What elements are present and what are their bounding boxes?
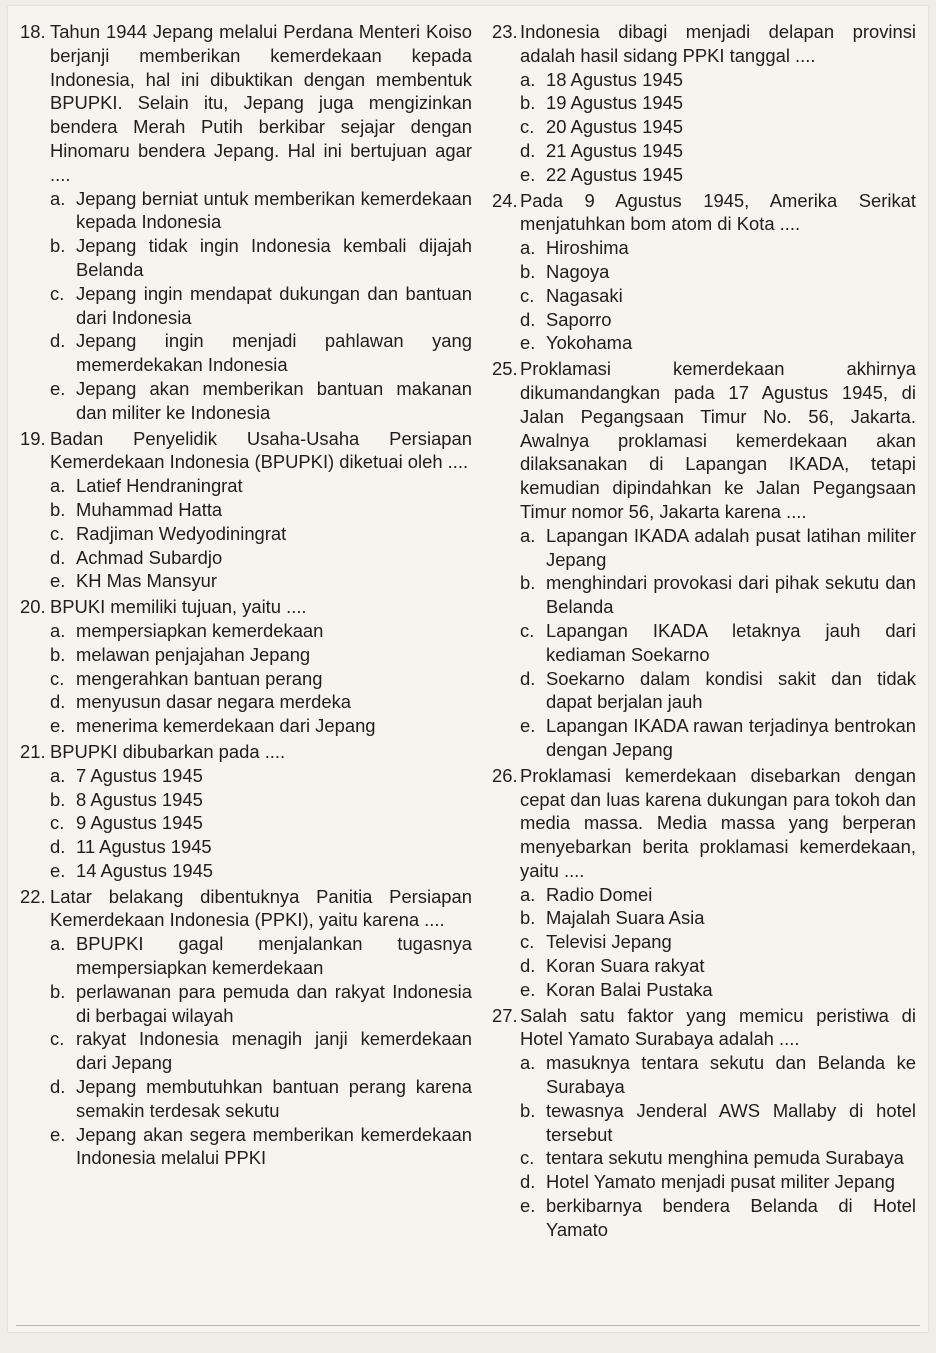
answer-option [520,308,916,332]
option-text: Jepang akan memberikan bantuan makanan dan militer ke Indonesia [76,377,472,423]
option-text: Jepang tidak ingin Indonesia kembali dijajah Belanda [76,235,472,280]
option-letter: d. [50,546,66,568]
option-letter: c. [520,1147,535,1169]
option-letter: b. [50,980,66,1002]
answer-option [520,930,916,954]
option-letter: d. [520,667,536,689]
question-21 [20,740,472,883]
option-text: berkibarnya bendera Belanda di Hotel Yamato [546,1195,916,1240]
option-letter: a. [50,933,66,955]
option-letter: c. [50,522,65,544]
answer-option [520,714,916,762]
answer-option [50,835,472,859]
option-letter: d. [520,1171,536,1193]
option-letter: e. [520,1195,536,1217]
option-text: masuknya tentara sekutu dan Belanda ke Surabaya [546,1052,916,1098]
option-text: Majalah Suara Asia [546,907,705,929]
answer-option [50,329,472,377]
option-text: Jepang membutuhkan bantuan perang karena semakin terdesak sekutu [76,1076,472,1121]
option-letter: d. [50,1076,66,1098]
option-text: 9 Agustus 1945 [76,812,203,834]
option-letter: e. [520,332,536,354]
option-text: mengerahkan bantuan perang [76,667,323,689]
answer-option [50,1075,472,1123]
question-23 [492,20,916,187]
answer-option [50,690,472,714]
option-text: 22 Agustus 1945 [546,163,684,185]
question-20 [20,595,472,738]
question-text: Badan Penyelidik Usaha-Usaha Persiapan Kemerdekaan Indonesia (BPUPKI) diketuai oleh .... [50,427,472,473]
question-text: Proklamasi kemerdekaan akhirnya dikumandangkan pada 17 Agustus 1945, di Jalan Pegangsaan Timur No. 56, Jakarta. Awalnya proklamasi kemerdekaan akan dilaksanakan di Lapangan IKADA, tetapi kemudian dipindahkan ke Jalan Pegangsaan Timur nomor 56, Jakarta karena .... [520,358,916,522]
answer-option [520,954,916,978]
question-number: 18. [20,21,46,42]
question-text: Tahun 1944 Jepang melalui Perdana Menteri Koiso berjanji memberikan kemerdekaan kepada Indonesia, hal ini dibuktikan dengan membentuk BPUPKI. Selain itu, Jepang juga mengizinkan bendera Merah Putih berkibar sejajar dengan Hinomaru bendera Jepang. Hal ini bertujuan agar .... [50,21,472,185]
answer-option [50,619,472,643]
answer-option [520,1146,916,1170]
answer-option [50,643,472,667]
answer-option [50,282,472,330]
option-letter: a. [50,187,66,209]
option-text: tewasnya Jenderal AWS Mallaby di hotel tersebut [546,1099,916,1145]
option-letter: a. [50,475,66,497]
answer-option [520,1194,916,1242]
option-letter: e. [520,163,536,185]
option-text: 7 Agustus 1945 [76,764,203,786]
option-text: Televisi Jepang [546,931,672,953]
answer-option [50,474,472,498]
answer-option [50,811,472,835]
question-stem-row [20,427,472,475]
option-letter: c. [520,116,535,138]
option-letter: d. [520,308,536,330]
question-24 [492,189,916,356]
option-text: Jepang ingin menjadi pahlawan yang memerdekakan Indonesia [76,330,472,376]
option-text: mempersiapkan kemerdekaan [76,619,324,641]
answer-option [50,1123,472,1171]
answer-option [50,522,472,546]
answer-option [520,284,916,308]
option-letter: e. [50,715,66,737]
answer-option [50,377,472,425]
answer-option [520,236,916,260]
option-letter: c. [50,282,65,304]
answer-option [520,619,916,667]
option-text: Jepang akan segera memberikan kemerdekaan Indonesia melalui PPKI [76,1123,472,1169]
answer-option [520,163,916,187]
option-text: Hiroshima [546,237,629,259]
question-stem-row [492,764,916,883]
question-26 [492,764,916,1002]
answer-option [520,883,916,907]
option-text: rakyat Indonesia menagih janji kemerdekaan dari Jepang [76,1028,472,1074]
question-stem-row [492,357,916,524]
option-text: Lapangan IKADA rawan terjadinya bentrokan dengan Jepang [546,715,916,760]
question-stem-row [492,20,916,68]
option-text: menghindari provokasi dari pihak sekutu dan Belanda [546,572,916,618]
answer-option [50,764,472,788]
answer-option [50,980,472,1028]
option-letter: a. [520,1052,536,1074]
question-19 [20,427,472,594]
option-text: menerima kemerdekaan dari Jepang [76,715,376,737]
option-letter: b. [520,260,536,282]
option-letter: e. [520,978,536,1000]
option-text: Saporro [546,308,612,330]
question-27 [492,1004,916,1242]
option-text: Muhammad Hatta [76,498,223,520]
option-text: Achmad Subardjo [76,546,223,568]
answer-option [50,667,472,691]
answer-option [520,331,916,355]
question-stem-row [20,740,472,764]
option-text: KH Mas Mansyur [76,570,218,592]
option-letter: b. [50,788,66,810]
option-text: 21 Agustus 1945 [546,139,684,161]
option-text: Latief Hendraningrat [76,475,243,497]
option-letter: c. [50,667,65,689]
option-letter: b. [520,92,536,114]
option-text: melawan penjajahan Jepang [76,643,311,665]
option-text: Yokohama [546,332,633,354]
option-letter: c. [50,812,65,834]
option-text: Koran Suara rakyat [546,955,705,977]
option-text: Hotel Yamato menjadi pusat militer Jepang [546,1171,895,1193]
option-text: BPUPKI gagal menjalankan tugasnya mempersiapkan kemerdekaan [76,933,472,979]
answer-option [520,68,916,92]
question-number: 20. [20,596,46,618]
question-text: Proklamasi kemerdekaan disebarkan dengan cepat dan luas karena dukungan para tokoh dan media massa. Media massa yang berperan menyebarkan berita proklamasi kemerdekaan, yaitu .... [520,764,916,881]
option-letter: d. [520,139,536,161]
option-letter: e. [50,570,66,592]
answer-option [520,978,916,1002]
answer-option [520,260,916,284]
option-text: Nagoya [546,260,610,282]
option-letter: a. [520,524,536,546]
option-letter: b. [520,572,536,594]
question-25 [492,357,916,762]
answer-option [520,571,916,619]
right-column [492,20,916,1244]
answer-option [520,139,916,163]
option-letter: c. [520,284,535,306]
answer-option [520,1170,916,1194]
option-letter: a. [50,619,66,641]
option-text: 18 Agustus 1945 [546,68,684,90]
question-number: 26. [492,764,518,786]
answer-option [50,859,472,883]
question-number: 21. [20,740,46,762]
answer-option [520,524,916,572]
option-letter: e. [50,1123,66,1145]
question-text: BPUKI memiliki tujuan, yaitu .... [50,596,307,618]
option-text: 11 Agustus 1945 [76,836,212,858]
option-letter: e. [50,859,66,881]
option-text: perlawanan para pemuda dan rakyat Indonesia di berbagai wilayah [76,980,472,1026]
option-letter: d. [50,836,66,858]
question-number: 22. [20,885,46,907]
answer-option [520,906,916,930]
question-22 [20,885,472,1171]
question-text: Latar belakang dibentuknya Panitia Persiapan Kemerdekaan Indonesia (PPKI), yaitu karena .... [50,885,472,931]
question-text: BPUPKI dibubarkan pada .... [50,740,286,762]
option-text: Koran Balai Pustaka [546,978,713,1000]
answer-option [50,569,472,593]
question-number: 19. [20,427,46,449]
question-text: Indonesia dibagi menjadi delapan provinsi adalah hasil sidang PPKI tanggal .... [520,21,916,66]
option-text: Jepang ingin mendapat dukungan dan bantuan dari Indonesia [76,282,472,328]
option-letter: b. [50,643,66,665]
option-text: 20 Agustus 1945 [546,116,684,138]
question-stem-row [492,189,916,237]
option-text: menyusun dasar negara merdeka [76,691,351,713]
option-letter: c. [520,931,535,953]
left-column [20,20,472,1172]
question-number: 23. [492,21,518,42]
option-text: Lapangan IKADA letaknya jauh dari kediaman Soekarno [546,619,916,665]
answer-option [520,1051,916,1099]
question-stem-row [20,20,472,187]
question-stem-row [492,1004,916,1052]
option-letter: a. [50,764,66,786]
answer-option [50,1027,472,1075]
option-text: Jepang berniat untuk memberikan kemerdekaan kepada Indonesia [76,187,472,233]
option-letter: e. [520,715,536,737]
answer-option [520,91,916,115]
option-letter: b. [520,907,536,929]
answer-option [50,546,472,570]
option-text: Radio Domei [546,883,653,905]
question-text: Salah satu faktor yang memicu peristiwa di Hotel Yamato Surabaya adalah .... [520,1004,916,1050]
option-letter: a. [520,237,536,259]
option-letter: d. [50,691,66,713]
option-text: Soekarno dalam kondisi sakit dan tidak dapat berjalan jauh [546,667,916,713]
option-text: Nagasaki [546,284,623,306]
worksheet-page [8,6,928,1332]
option-letter: b. [50,235,66,257]
page-bottom-divider [16,1325,920,1326]
option-letter: c. [50,1028,65,1050]
option-text: tentara sekutu menghina pemuda Surabaya [546,1147,904,1169]
option-letter: b. [520,1099,536,1121]
answer-option [520,1099,916,1147]
answer-option [50,932,472,980]
answer-option [520,115,916,139]
answer-option [50,498,472,522]
question-stem-row [20,595,472,619]
option-letter: a. [520,68,536,90]
option-text: 19 Agustus 1945 [546,92,684,114]
option-text: 14 Agustus 1945 [76,859,214,881]
option-letter: d. [520,955,536,977]
option-text: Radjiman Wedyodiningrat [76,522,287,544]
answer-option [50,187,472,235]
option-letter: c. [520,619,535,641]
question-number: 27. [492,1004,518,1026]
option-letter: a. [520,883,536,905]
option-letter: b. [50,498,66,520]
question-stem-row [20,885,472,933]
option-text: 8 Agustus 1945 [76,788,203,810]
answer-option [520,667,916,715]
option-text: Lapangan IKADA adalah pusat latihan militer Jepang [546,524,916,570]
option-letter: d. [50,330,66,352]
question-number: 24. [492,189,518,211]
question-number: 25. [492,358,518,380]
question-18 [20,20,472,425]
answer-option [50,234,472,282]
option-letter: e. [50,377,66,399]
answer-option [50,788,472,812]
answer-option [50,714,472,738]
question-text: Pada 9 Agustus 1945, Amerika Serikat menjatuhkan bom atom di Kota .... [520,189,916,235]
